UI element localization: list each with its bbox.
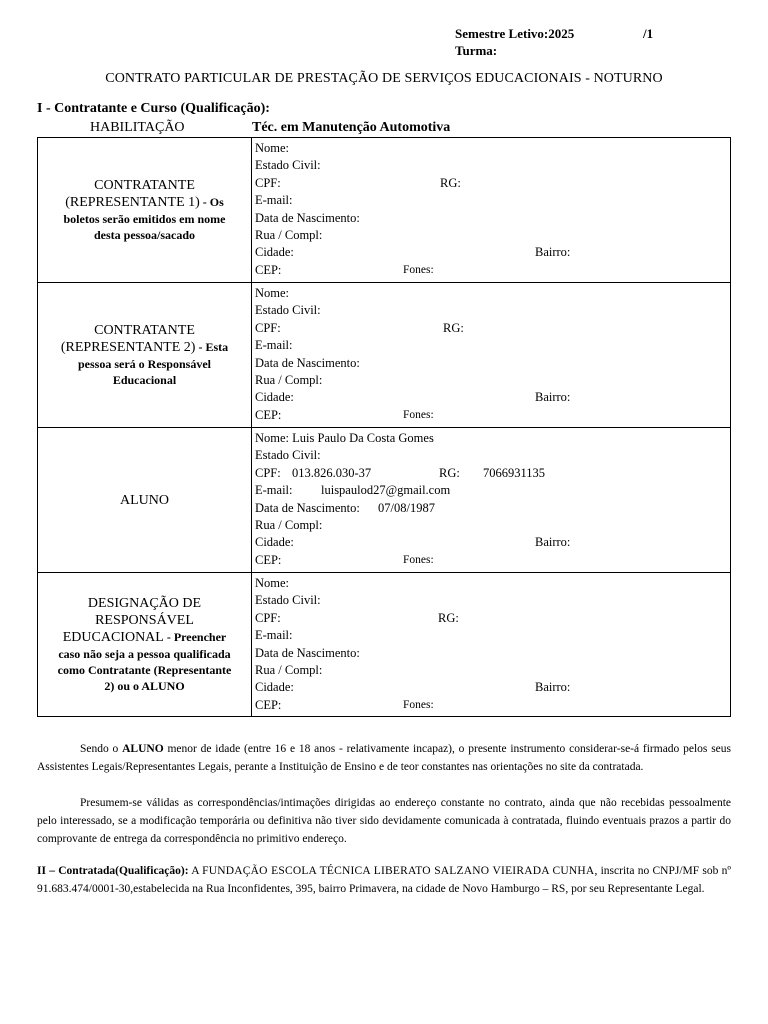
rep1-note-b: boletos serão emitidos em nome [63,212,226,226]
fones-label: Fones: [403,408,434,421]
turma-label: Turma: [455,43,498,58]
nome-label: Nome: [255,576,290,590]
p3-text-a: A [188,865,203,877]
rg-label: RG: [443,320,464,335]
nascimento-field[interactable] [255,355,730,372]
cidade-label: Cidade: [255,680,294,695]
aluno-fields-cell [252,428,731,573]
cpf-label: CPF: [255,175,281,190]
nascimento-label: Data de Nascimento: [255,210,360,225]
estado-civil-label: Estado Civil: [255,593,321,608]
p1-bold: ALUNO [122,743,164,755]
rua-field[interactable] [255,227,730,244]
cidade-label: Cidade: [255,390,294,405]
rua-label: Rua / Compl: [255,662,323,677]
email-field[interactable] [255,192,730,209]
estado-civil-label: Estado Civil: [255,158,321,173]
cep-field[interactable] [255,552,730,569]
cidade-field[interactable] [255,244,730,261]
estado-civil-field[interactable] [255,302,730,319]
nascimento-label: Data de Nascimento: [255,500,360,515]
table-row [38,283,731,428]
p2-text: Presumem-se válidas as correspondências/intimações dirigidas ao endereço constante no contrato, ainda que não recebidas pessoalmente pelo interessado, se a modificação temporária ou definitiva não tiver sido devidamente comunicada à contratada, fluindo eventuais prazos a partir do comprovante de entrega da correspondência no primitivo endereço. [37,797,731,845]
cidade-field[interactable] [255,534,730,551]
rep1-title: CONTRATANTE [94,178,195,193]
fones-label: Fones: [403,263,434,276]
email-field[interactable] [255,337,730,354]
aluno-nome-value: Luis Paulo Da Costa Gomes [292,431,434,445]
resp-title-b: RESPONSÁVEL [95,613,194,628]
rua-label: Rua / Compl: [255,517,323,532]
cpf-field[interactable] [255,465,730,482]
rep1-note-a: - Os [199,195,224,209]
nascimento-label: Data de Nascimento: [255,645,360,660]
resp-note-d: 2) ou o ALUNO [104,679,185,693]
aluno-cpf-value: 013.826.030-37 [292,465,372,480]
aluno-rg-value: 7066931135 [483,465,546,480]
p3-org: FUNDAÇÃO ESCOLA TÉCNICA LIBERATO SALZANO VIEIRADA CUNHA [202,865,595,877]
nome-label: Nome: [255,431,290,445]
nome-field[interactable] [255,575,730,592]
rep1-line2: (REPRESENTANTE 1) [65,195,200,210]
aluno-label-cell [38,428,252,573]
semester-line [455,26,654,42]
table-row [38,138,731,283]
email-label: E-mail: [255,193,293,208]
bairro-label: Bairro: [535,245,571,260]
rua-field[interactable] [255,662,730,679]
aluno-email-value: luispaulod27@gmail.com [321,483,451,498]
course-name: Téc. em Manutenção Automotiva [252,120,451,135]
resp-fields-cell [252,573,731,717]
email-label: E-mail: [255,628,293,643]
nome-label: Nome: [255,286,290,300]
cep-label: CEP: [255,697,282,712]
cep-label: CEP: [255,262,282,277]
nascimento-field[interactable] [255,500,730,517]
cep-field[interactable] [255,407,730,424]
resp-title-c: EDUCACIONAL [62,630,164,645]
semester-label: Semestre Letivo: [455,26,549,41]
rep2-title: CONTRATANTE [94,323,195,338]
bairro-label: Bairro: [535,680,571,695]
bairro-label: Bairro: [535,390,571,405]
cpf-field[interactable] [255,610,730,627]
rua-label: Rua / Compl: [255,227,323,242]
cpf-field[interactable] [255,175,730,192]
paragraph-minor [37,740,731,776]
cpf-label: CPF: [255,465,281,480]
rg-label: RG: [438,610,459,625]
rep2-note-b: pessoa será o Responsável [77,357,211,371]
cidade-field[interactable] [255,389,730,406]
cep-label: CEP: [255,552,282,567]
estado-civil-label: Estado Civil: [255,448,321,463]
nome-field[interactable] [255,430,730,447]
qualification-table [37,137,731,717]
cpf-label: CPF: [255,610,281,625]
section1-heading [37,101,270,117]
nascimento-label: Data de Nascimento: [255,355,360,370]
resp-label-cell [38,573,252,717]
rep2-note-c: Educacional [112,373,177,387]
estado-civil-field[interactable] [255,447,730,464]
bairro-label: Bairro: [535,535,571,550]
email-field[interactable] [255,482,730,499]
aluno-nascimento-value: 07/08/1987 [378,500,435,515]
email-label: E-mail: [255,483,293,498]
nascimento-field[interactable] [255,210,730,227]
semester-suffix: /1 [643,26,654,41]
cep-label: CEP: [255,407,282,422]
fones-label: Fones: [403,553,434,566]
estado-civil-field[interactable] [255,157,730,174]
table-row [38,428,731,573]
cpf-field[interactable] [255,320,730,337]
table-row [38,573,731,717]
email-field[interactable] [255,627,730,644]
cep-field[interactable] [255,697,730,714]
paragraph-contratada [37,862,731,898]
rg-label: RG: [439,465,460,480]
habilitacao-label: HABILITAÇÃO [90,120,185,135]
rep2-fields-cell [252,283,731,428]
resp-note-b: caso não seja a pessoa qualificada [58,647,231,661]
cidade-label: Cidade: [255,535,294,550]
cep-field[interactable] [255,262,730,279]
resp-title-a: DESIGNAÇÃO DE [87,596,202,611]
rep1-label-cell [38,138,252,283]
estado-civil-label: Estado Civil: [255,303,321,318]
fones-label: Fones: [403,698,434,711]
rep2-note-a: - Esta [195,340,229,354]
section1-heading-text: I - Contratante e Curso (Qualificação): [37,101,270,116]
rep1-note-c: desta pessoa/sacado [93,228,195,242]
rg-label: RG: [440,175,461,190]
p3-bold: II – Contratada(Qualificação): [37,865,189,877]
email-label: E-mail: [255,338,293,353]
aluno-title: ALUNO [120,492,169,508]
p1-text-a: Sendo o [80,743,123,755]
cpf-label: CPF: [255,320,281,335]
cidade-label: Cidade: [255,245,294,260]
nascimento-field[interactable] [255,645,730,662]
p1-text-b: menor de idade (entre 16 e 18 anos - relativamente incapaz), o presente instrumento considerar-se-á firmado pelos seus Assistentes Legais/Representantes Legais, perante a Instituição de Ensino e de teor constantes nas orientações no site da contratada. [37,743,732,773]
cidade-field[interactable] [255,679,730,696]
paragraph-correspondence [37,794,731,848]
nome-field[interactable] [255,285,730,302]
rep2-line2: (REPRESENTANTE 2) [60,340,196,355]
document-title: CONTRATO PARTICULAR DE PRESTAÇÃO DE SERVIÇOS EDUCACIONAIS - NOTURNO [105,71,663,86]
nome-field[interactable] [255,140,730,157]
rep2-label-cell [38,283,252,428]
resp-note-a: - Preencher [163,630,227,644]
resp-note-c: como Contratante (Representante [57,663,232,677]
rep1-fields-cell [252,138,731,283]
semester-year: 2025 [548,26,575,41]
rua-field[interactable] [255,372,730,389]
rua-label: Rua / Compl: [255,372,323,387]
rua-field[interactable] [255,517,730,534]
estado-civil-field[interactable] [255,592,730,609]
p3-text-b: , inscrita no CNPJ/MF sob nº 91.683.474/0001-30,estabelecida na Rua Inconfidentes, 395, bairro Primavera, na cidade de Novo Hamburgo – RS, por seu Representante Legal. [37,865,731,895]
nome-label: Nome: [255,141,290,155]
